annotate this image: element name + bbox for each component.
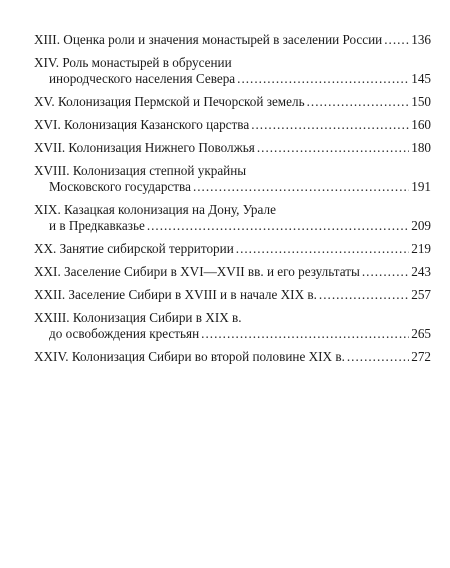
toc-page-number: 219: [411, 241, 431, 256]
toc-entry-title: XV. Колонизация Пермской и Печорской земель: [34, 94, 305, 109]
dot-leader: [201, 326, 409, 342]
toc-entry-23: [34, 310, 431, 342]
toc-page-number: 136: [411, 32, 431, 47]
toc-entry-14: [34, 55, 431, 87]
toc-entry-title: XXIII. Колонизация Сибири в XIX в.: [34, 310, 242, 325]
toc-page-number: 160: [411, 117, 431, 132]
toc-entry-13: [34, 32, 431, 48]
toc-entry-22: [34, 287, 431, 303]
toc-entry-title: XIX. Казацкая колонизация на Дону, Урале: [34, 202, 276, 217]
dot-leader: [251, 117, 409, 133]
toc-entry-18: [34, 163, 431, 195]
toc-entry-title: XIV. Роль монастырей в обрусении: [34, 55, 232, 70]
dot-leader: [257, 140, 409, 156]
toc-entry-title: XXI. Заселение Сибири в XVI—XVII вв. и его результаты: [34, 264, 360, 279]
dot-leader: [237, 71, 409, 87]
toc-entry-15: [34, 94, 431, 110]
toc-entry-title: XVIII. Колонизация степной украйны: [34, 163, 247, 178]
toc-entry-21: [34, 264, 431, 280]
dot-leader: [384, 32, 409, 48]
toc-entry-title-continued: и в Предкавказье: [49, 218, 145, 233]
toc-page-number: 257: [411, 287, 431, 302]
toc-entry-title: XXII. Заселение Сибири в XVIII и в начале XIX в.: [34, 287, 317, 302]
toc-page-number: 145: [411, 71, 431, 86]
table-of-contents: [34, 32, 431, 372]
toc-entry-title: XVII. Колонизация Нижнего Поволжья: [34, 140, 255, 155]
toc-entry-title: XXIV. Колонизация Сибири во второй половине XIX в.: [34, 349, 345, 364]
toc-page-number: 243: [411, 264, 431, 279]
toc-entry-title-continued: инородческого населения Севера: [49, 71, 236, 86]
toc-page-number: 191: [411, 179, 431, 194]
dot-leader: [147, 218, 409, 234]
toc-entry-title: XIII. Оценка роли и значения монастырей в заселении России: [34, 32, 383, 47]
toc-page-number: 265: [411, 326, 431, 341]
toc-entry-title-continued: Московского государства: [49, 179, 191, 194]
toc-page-number: 150: [411, 94, 431, 109]
toc-entry-20: [34, 241, 431, 257]
toc-entry-16: [34, 117, 431, 133]
toc-entry-title: XX. Занятие сибирской территории: [34, 241, 234, 256]
dot-leader: [193, 179, 409, 195]
dot-leader: [319, 287, 409, 303]
dot-leader: [362, 264, 409, 280]
toc-page-number: 180: [411, 140, 431, 155]
dot-leader: [236, 241, 409, 257]
toc-entry-17: [34, 140, 431, 156]
toc-entry-24: [34, 349, 431, 365]
dot-leader: [307, 94, 410, 110]
toc-page-number: 209: [411, 218, 431, 233]
dot-leader: [347, 349, 409, 365]
toc-entry-title-continued: до освобождения крестьян: [49, 326, 200, 341]
toc-entry-title: XVI. Колонизация Казанского царства: [34, 117, 250, 132]
toc-entry-19: [34, 202, 431, 234]
toc-page-number: 272: [411, 349, 431, 364]
